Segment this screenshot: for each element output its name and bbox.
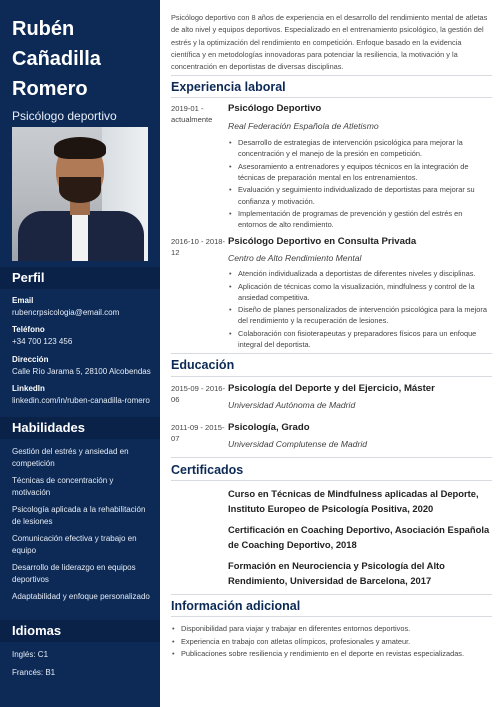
additional-info-item: • Experiencia en trabajo con atletas olímpicos, profesionales y amateur. (171, 636, 491, 647)
job-bullet: • Diseño de planes personalizados de intervención psicológica para la mejora del rendimiento y la recuperación de lesiones. (228, 304, 490, 326)
job-bullet: • Atención individualizada a deportistas de diferentes niveles y disciplinas. (228, 268, 490, 279)
edu-title: Psicología, Grado (228, 422, 310, 433)
job-title: Psicólogo Deportivo en Consulta Privada (228, 236, 417, 247)
job-title: Psicólogo Deportivo (228, 103, 322, 114)
job-org: Real Federación Española de Atletismo (228, 121, 379, 131)
sidebar (0, 0, 160, 707)
additional-info-item: • Disponibilidad para viajar y trabajar en diferentes entornos deportivos. (171, 623, 491, 634)
educacion-title: Educación (171, 358, 235, 372)
certificate-item: Formación en Neurociencia y Psicología del Alto Rendimiento, Universidad de Barcelona, 2017 (228, 560, 445, 586)
skill-item: Comunicación efectiva y trabajo en equipo (12, 534, 137, 555)
job-bullet: • Evaluación y seguimiento individualizado de deportistas para mejorar su confianza y motivación. (228, 184, 490, 206)
skill-item: Adaptabilidad y enfoque personalizado (12, 592, 150, 601)
job-bullets (228, 268, 490, 352)
profile-summary: Psicólogo deportivo con 8 años de experiencia en el desarrollo del rendimiento mental de atletas de alto nivel y equipos deportivos. Especializado en el entrenamiento psicológico, la gestión del estrés y la optimización del rendimiento en competición. Enfoque basado en la evidencia científica y en metodologías innovadoras para potenciar la resiliencia, la motivación y la concentración en deportistas de diversas disciplinas. (171, 13, 488, 72)
job-bullet: • Asesoramiento a entrenadores y equipos técnicos en la integración de técnicas de preparación mental en los entrenamientos. (228, 161, 490, 183)
edu-date: 2011-09 - 2015-07 (171, 423, 225, 443)
divider (171, 616, 492, 617)
linkedin-label: LinkedIn (12, 384, 45, 393)
job-bullets (228, 137, 490, 232)
name-line-1: Rubén (12, 18, 75, 40)
skill-item: Técnicas de concentración y motivación (12, 476, 114, 497)
certificados-title: Certificados (171, 463, 244, 477)
phone-label: Teléfono (12, 325, 45, 334)
address-label: Dirección (12, 355, 49, 364)
phone-value: +34 700 123 456 (12, 337, 73, 346)
habilidades-title: Habilidades (0, 417, 160, 439)
adicional-title: Información adicional (171, 599, 301, 613)
job-date: 2019-01 - actualmente (171, 104, 213, 124)
divider (171, 353, 492, 354)
additional-info-list (171, 623, 491, 661)
edu-org: Universidad Autónoma de Madrid (228, 400, 356, 410)
skill-item: Desarrollo de liderazgo en equipos deportivos (12, 563, 136, 584)
divider (171, 97, 492, 98)
job-bullet: • Aplicación de técnicas como la visualización, mindfulness y control de la ansiedad competitiva. (228, 281, 490, 303)
job-role: Psicólogo deportivo (12, 109, 117, 123)
experiencia-title: Experiencia laboral (171, 80, 286, 94)
additional-info-item: • Publicaciones sobre resiliencia y rendimiento en el deporte en revistas especializadas. (171, 648, 491, 659)
profile-photo (12, 127, 148, 261)
phone-block (12, 325, 156, 346)
linkedin-block (12, 384, 156, 405)
address-value: Calle Río Jarama 5, 28100 Alcobendas (12, 367, 151, 376)
name-line-3: Romero (12, 78, 88, 100)
edu-date: 2015-09 - 2016-06 (171, 384, 226, 404)
skill-item: Psicología aplicada a la rehabilitación de lesiones (12, 505, 146, 526)
idiomas-title: Idiomas (0, 620, 160, 642)
divider (171, 75, 492, 76)
email-block (12, 296, 156, 317)
job-bullet: • Colaboración con fisioterapeutas y preparadores físicos para un enfoque integral del deportista. (228, 328, 490, 350)
certificate-item: Curso en Técnicas de Mindfulness aplicadas al Deporte, Instituto Europeo de Psicología Positiva, 2020 (228, 488, 479, 514)
language-item: Francés: B1 (12, 668, 56, 677)
main-content (160, 0, 500, 707)
divider (171, 376, 492, 377)
language-item: Inglés: C1 (12, 650, 49, 659)
email-value[interactable]: rubencrpsicologia@email.com (12, 308, 120, 317)
divider (171, 480, 492, 481)
linkedin-value[interactable]: linkedin.com/in/ruben-canadilla-romero (12, 396, 150, 405)
divider (171, 594, 492, 595)
address-block (12, 355, 156, 376)
job-date: 2016-10 - 2018-12 (171, 237, 226, 257)
job-bullet: • Implementación de programas de prevención y gestión del estrés en entornos de alto rendimiento. (228, 208, 490, 230)
email-label: Email (12, 296, 34, 305)
job-bullet: • Desarrollo de estrategias de intervención psicológica para mejorar la concentración y el manejo de la presión en competición. (228, 137, 490, 159)
skill-item: Gestión del estrés y ansiedad en competición (12, 447, 129, 468)
perfil-title: Perfil (0, 267, 160, 289)
name-line-2: Cañadilla (12, 48, 101, 70)
edu-title: Psicología del Deporte y del Ejercicio, Máster (228, 383, 435, 394)
name-block (0, 0, 160, 123)
certificate-item: Certificación en Coaching Deportivo, Asociación Española de Coaching Deportivo, 2018 (228, 524, 490, 550)
divider (171, 457, 492, 458)
job-org: Centro de Alto Rendimiento Mental (228, 253, 362, 263)
edu-org: Universidad Complutense de Madrid (228, 439, 368, 449)
